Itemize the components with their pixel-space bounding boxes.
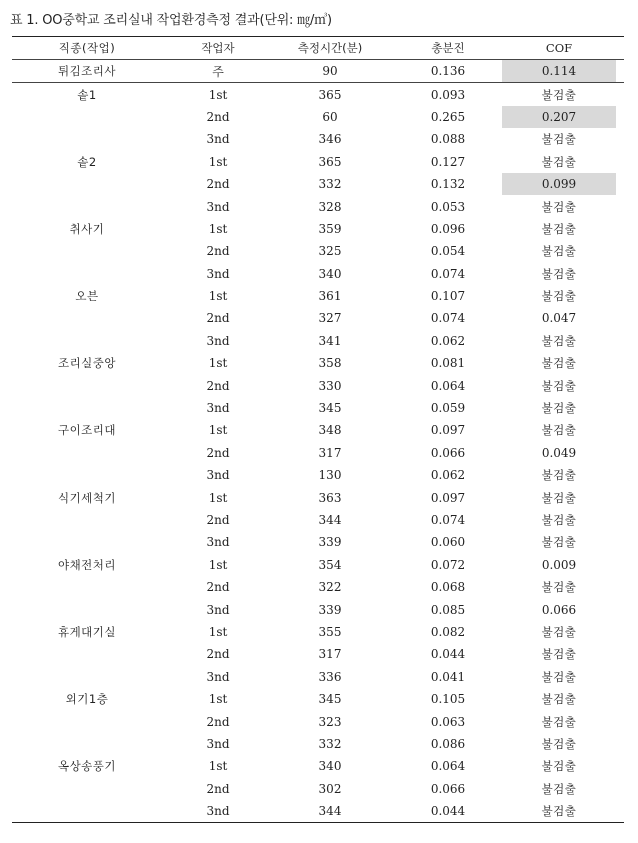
dust-cell: 0.041 (430, 669, 466, 684)
header-worker: 작업자 (201, 41, 235, 55)
dust-cell: 0.107 (430, 289, 466, 304)
dust-cell: 0.054 (430, 244, 466, 259)
time-cell: 355 (318, 624, 342, 639)
worker-cell: 1st (208, 759, 228, 774)
table-row (12, 195, 624, 217)
worker-cell: 2nd (206, 244, 230, 259)
time-cell: 302 (318, 781, 342, 796)
dust-cell: 0.085 (430, 602, 466, 617)
cof-cell: 0.009 (541, 557, 577, 572)
table-caption: 표 1. OO중학교 조리실내 작업환경측정 결과(단위: ㎎/㎥) (10, 13, 332, 28)
time-cell: 365 (318, 154, 342, 169)
cof-cell: 0.049 (541, 445, 577, 460)
job-cell (12, 778, 162, 800)
cof-cell: 불검출 (541, 289, 577, 304)
time-cell: 130 (318, 468, 342, 483)
table-row (12, 374, 624, 396)
cof-cell: 불검출 (541, 87, 577, 102)
job-cell (12, 576, 162, 598)
header-cof: COF (545, 41, 573, 55)
job-cell (12, 374, 162, 396)
dust-cell: 0.064 (430, 378, 466, 393)
dust-cell: 0.044 (430, 647, 466, 662)
dust-cell: 0.082 (430, 624, 466, 639)
table-row (12, 263, 624, 285)
time-cell: 344 (318, 804, 342, 819)
dust-cell: 0.127 (430, 154, 466, 169)
job-cell (12, 128, 162, 150)
time-cell: 348 (318, 423, 342, 438)
table-row (12, 598, 624, 620)
table-row (12, 352, 624, 374)
worker-cell: 1st (208, 557, 228, 572)
job-cell (12, 464, 162, 486)
worker-cell: 3nd (206, 468, 230, 483)
cof-cell: 0.207 (502, 106, 616, 128)
worker-cell: 3nd (206, 132, 230, 147)
worker-cell: 1st (208, 624, 228, 639)
time-cell: 60 (322, 109, 338, 124)
cof-cell: 불검출 (541, 199, 577, 214)
table-row (12, 464, 624, 486)
worker-cell: 1st (208, 87, 228, 102)
dust-cell: 0.096 (430, 221, 466, 236)
dust-cell: 0.132 (430, 177, 466, 192)
worker-cell: 2nd (206, 714, 230, 729)
job-cell (12, 598, 162, 620)
time-cell: 327 (318, 311, 342, 326)
time-cell: 339 (318, 535, 342, 550)
job-cell: 튀김조리사 (57, 64, 117, 79)
cof-cell: 불검출 (541, 804, 577, 819)
job-cell (12, 173, 162, 195)
job-cell (12, 307, 162, 329)
dust-cell: 0.044 (430, 804, 466, 819)
job-cell: 취사기 (69, 221, 105, 236)
worker-cell: 3nd (206, 669, 230, 684)
table-row (12, 60, 624, 83)
worker-cell: 주 (212, 64, 224, 79)
cof-cell: 불검출 (541, 266, 577, 281)
worker-cell: 3nd (206, 199, 230, 214)
table-row (12, 218, 624, 240)
cof-cell: 불검출 (541, 513, 577, 527)
time-cell: 345 (318, 401, 342, 416)
dust-cell: 0.066 (430, 781, 466, 796)
dust-cell: 0.072 (430, 557, 466, 572)
time-cell: 345 (318, 692, 342, 707)
worker-cell: 2nd (206, 177, 230, 192)
worker-cell: 1st (208, 692, 228, 707)
cof-cell: 불검출 (541, 714, 577, 729)
cof-cell: 불검출 (541, 624, 577, 639)
cof-cell: 불검출 (541, 468, 577, 483)
header-dust: 총분진 (431, 41, 465, 55)
cof-cell: 0.114 (502, 60, 616, 82)
worker-cell: 3nd (206, 333, 230, 348)
cof-cell: 불검출 (541, 490, 577, 505)
dust-cell: 0.062 (430, 333, 466, 348)
dust-cell: 0.064 (430, 759, 466, 774)
job-cell: 식기세척기 (57, 490, 117, 505)
job-cell: 구이조리대 (57, 423, 117, 438)
job-cell (12, 106, 162, 128)
job-cell: 옥상송풍기 (57, 759, 117, 774)
time-cell: 344 (318, 513, 342, 527)
cof-cell: 불검출 (541, 132, 577, 147)
table-row (12, 778, 624, 800)
table-row (12, 151, 624, 173)
table-row (12, 643, 624, 665)
table-row (12, 688, 624, 710)
cof-cell: 불검출 (541, 244, 577, 259)
table-row (12, 666, 624, 688)
time-cell: 346 (318, 132, 342, 147)
worker-cell: 2nd (206, 580, 230, 595)
cof-cell: 불검출 (541, 378, 577, 393)
cof-cell: 0.066 (541, 602, 577, 617)
job-cell (12, 509, 162, 531)
job-cell: 오븐 (75, 289, 99, 304)
dust-cell: 0.059 (430, 401, 466, 416)
cof-cell: 불검출 (541, 736, 577, 751)
worker-cell: 2nd (206, 513, 230, 527)
job-cell (12, 240, 162, 262)
cof-cell: 불검출 (541, 333, 577, 348)
header-time: 측정시간(분) (297, 41, 363, 55)
worker-cell: 2nd (206, 647, 230, 662)
dust-cell: 0.063 (430, 714, 466, 729)
table-body (12, 60, 624, 822)
cof-cell: 0.047 (541, 311, 577, 326)
table-row (12, 106, 624, 128)
worker-cell: 3nd (206, 736, 230, 751)
worker-cell: 1st (208, 289, 228, 304)
table-row (12, 621, 624, 643)
worker-cell: 3nd (206, 804, 230, 819)
job-cell: 야채전처리 (57, 557, 117, 572)
time-cell: 317 (318, 445, 342, 460)
table-row (12, 733, 624, 755)
dust-cell: 0.053 (430, 199, 466, 214)
worker-cell: 2nd (206, 378, 230, 393)
job-cell: 조리실중앙 (57, 356, 117, 371)
table-row (12, 554, 624, 576)
worker-cell: 1st (208, 490, 228, 505)
time-cell: 328 (318, 199, 342, 214)
table-row (12, 330, 624, 352)
job-cell: 휴게대기실 (57, 624, 117, 639)
job-cell (12, 643, 162, 665)
cof-cell: 불검출 (541, 580, 577, 595)
dust-cell: 0.062 (430, 468, 466, 483)
time-cell: 354 (318, 557, 342, 572)
job-cell (12, 330, 162, 352)
time-cell: 332 (318, 736, 342, 751)
cof-cell: 불검출 (541, 535, 577, 550)
time-cell: 90 (322, 64, 338, 79)
worker-cell: 1st (208, 356, 228, 371)
dust-cell: 0.081 (430, 356, 466, 371)
dust-cell: 0.074 (430, 513, 466, 527)
time-cell: 325 (318, 244, 342, 259)
dust-cell: 0.097 (430, 423, 466, 438)
cof-cell: 0.099 (502, 173, 616, 195)
dust-cell: 0.093 (430, 87, 466, 102)
time-cell: 363 (318, 490, 342, 505)
table-row (12, 240, 624, 262)
table-row (12, 576, 624, 598)
job-cell (12, 710, 162, 732)
table-row (12, 397, 624, 419)
dust-cell: 0.105 (430, 692, 466, 707)
job-cell (12, 195, 162, 217)
worker-cell: 1st (208, 154, 228, 169)
time-cell: 340 (318, 759, 342, 774)
cof-cell: 불검출 (541, 781, 577, 796)
table-row (12, 755, 624, 777)
table-row (12, 710, 624, 732)
job-cell (12, 531, 162, 553)
time-cell: 358 (318, 356, 342, 371)
dust-cell: 0.136 (430, 64, 466, 79)
cof-cell: 불검출 (541, 221, 577, 236)
time-cell: 317 (318, 647, 342, 662)
table-row (12, 173, 624, 195)
table-row (12, 509, 624, 531)
table-row (12, 800, 624, 822)
table-row (12, 285, 624, 307)
time-cell: 339 (318, 602, 342, 617)
dust-cell: 0.068 (430, 580, 466, 595)
job-cell (12, 733, 162, 755)
table-row (12, 128, 624, 150)
time-cell: 323 (318, 714, 342, 729)
worker-cell: 2nd (206, 445, 230, 460)
job-cell (12, 666, 162, 688)
cof-cell: 불검출 (541, 356, 577, 371)
table-row (12, 419, 624, 441)
cof-cell: 불검출 (541, 401, 577, 416)
job-cell (12, 442, 162, 464)
time-cell: 322 (318, 580, 342, 595)
time-cell: 341 (318, 333, 342, 348)
table-row (12, 307, 624, 329)
cof-cell: 불검출 (541, 154, 577, 169)
worker-cell: 1st (208, 221, 228, 236)
worker-cell: 2nd (206, 109, 230, 124)
job-cell (12, 263, 162, 285)
dust-cell: 0.097 (430, 490, 466, 505)
table-row (12, 442, 624, 464)
job-cell: 솥1 (77, 87, 97, 102)
dust-cell: 0.088 (430, 132, 466, 147)
time-cell: 361 (318, 289, 342, 304)
job-cell (12, 800, 162, 822)
dust-cell: 0.060 (430, 535, 466, 550)
job-cell: 외기1층 (65, 692, 109, 707)
worker-cell: 3nd (206, 535, 230, 550)
dust-cell: 0.074 (430, 311, 466, 326)
dust-cell: 0.066 (430, 445, 466, 460)
dust-cell: 0.265 (430, 109, 466, 124)
cof-cell: 불검출 (541, 423, 577, 438)
header-job: 직종(작업) (58, 41, 116, 55)
cof-cell: 불검출 (541, 669, 577, 684)
time-cell: 330 (318, 378, 342, 393)
time-cell: 340 (318, 266, 342, 281)
worker-cell: 3nd (206, 401, 230, 416)
worker-cell: 2nd (206, 311, 230, 326)
cof-cell: 불검출 (541, 759, 577, 774)
dust-cell: 0.086 (430, 736, 466, 751)
worker-cell: 1st (208, 423, 228, 438)
time-cell: 365 (318, 87, 342, 102)
worker-cell: 3nd (206, 266, 230, 281)
table-row (12, 83, 624, 105)
time-cell: 332 (318, 177, 342, 192)
results-table (12, 36, 624, 823)
time-cell: 359 (318, 221, 342, 236)
job-cell: 솥2 (77, 154, 97, 169)
table-row (12, 531, 624, 553)
dust-cell: 0.074 (430, 266, 466, 281)
table-header-row (12, 37, 624, 60)
time-cell: 336 (318, 669, 342, 684)
cof-cell: 불검출 (541, 647, 577, 662)
table-row (12, 486, 624, 508)
worker-cell: 3nd (206, 602, 230, 617)
worker-cell: 2nd (206, 781, 230, 796)
cof-cell: 불검출 (541, 692, 577, 707)
job-cell (12, 397, 162, 419)
